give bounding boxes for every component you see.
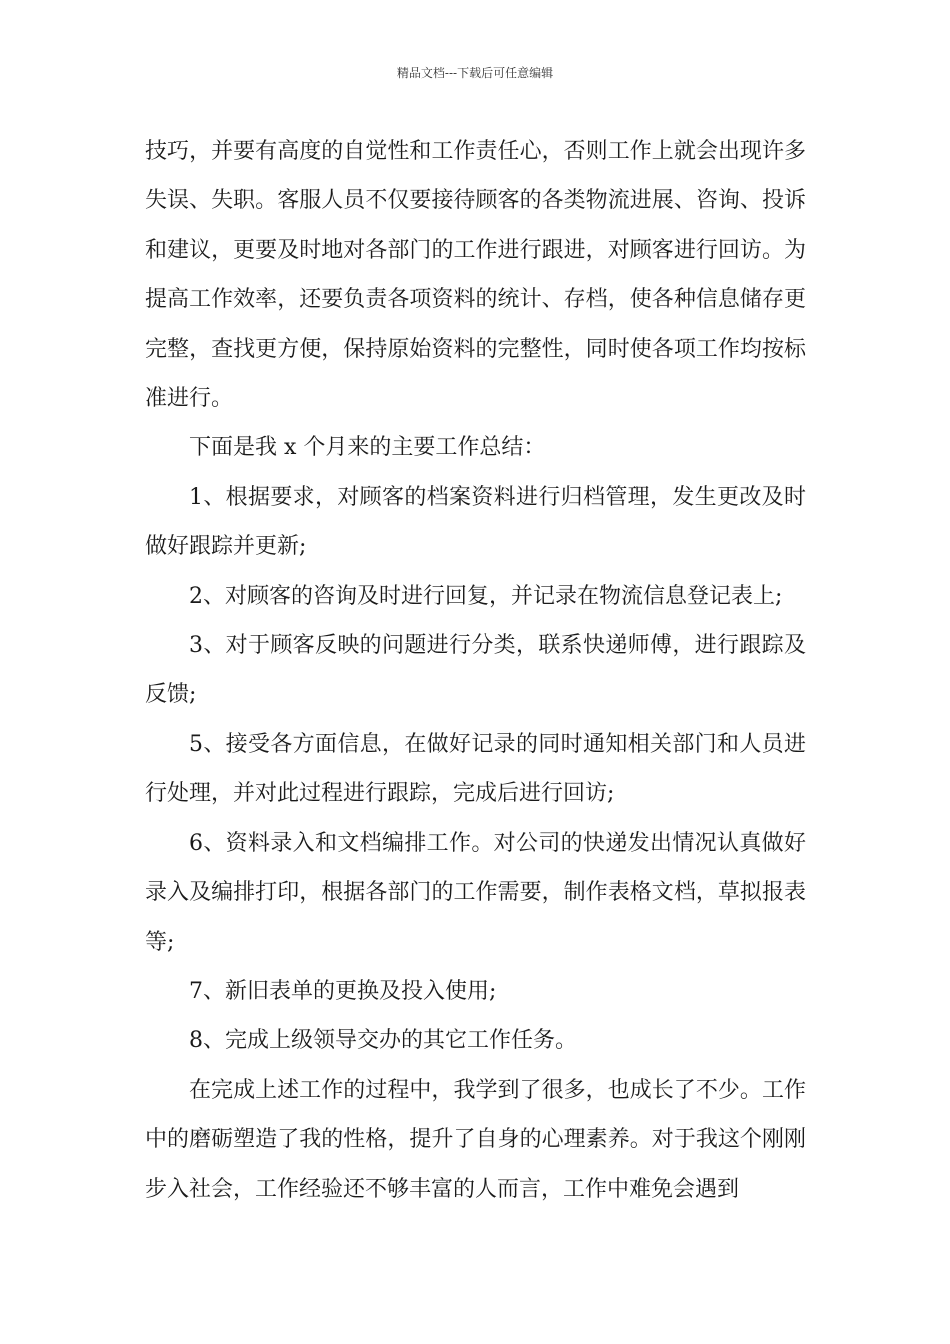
list-item-8: 8、完成上级领导交办的其它工作任务。 [189, 1028, 577, 1054]
list-item-3: 3、对于顾客反映的问题进行分类，联系快递师傅，进行跟踪及反馈; [145, 633, 806, 708]
paragraph-summary-intro: 下面是我 x 个月来的主要工作总结： [189, 435, 546, 461]
paragraph-reflection: 在完成上述工作的过程中，我学到了很多，也成长了不少。工作中的磨砺塑造了我的性格，提升了自身的心理素养。对于我这个刚刚步入社会，工作经验还不够丰富的人而言，工作中难免会遇到 [145, 1077, 806, 1202]
paragraph-continuation: 技巧，并要有高度的自觉性和工作责任心，否则工作上就会出现许多失误、失职。客服人员不仅要接待顾客的各类物流进展、咨询、投诉和建议，更要及时地对各部门的工作进行跟进，对顾客进行回访。为提高工作效率，还要负责各项资料的统计、存档，使各种信息储存更完整，查找更方便，保持原始资料的完整性，同时使各项工作均按标准进行。 [145, 139, 806, 412]
list-item-5: 5、接受各方面信息，在做好记录的同时通知相关部门和人员进行处理，并对此过程进行跟踪，完成后进行回访; [145, 731, 806, 807]
list-item-7: 7、新旧表单的更换及投入使用; [189, 978, 497, 1004]
list-item-6: 6、资料录入和文档编排工作。对公司的快递发出情况认真做好录入及编排打印，根据各部门的工作需要，制作表格文档，草拟报表等; [145, 830, 806, 955]
list-item-2: 2、对顾客的咨询及时进行回复，并记录在物流信息登记表上; [189, 583, 783, 609]
page-header: 精品文档---下载后可任意编辑 [396, 66, 554, 80]
document-body [145, 127, 806, 1214]
list-item-1: 1、根据要求，对顾客的档案资料进行归档管理，发生更改及时做好跟踪并更新; [145, 484, 806, 560]
